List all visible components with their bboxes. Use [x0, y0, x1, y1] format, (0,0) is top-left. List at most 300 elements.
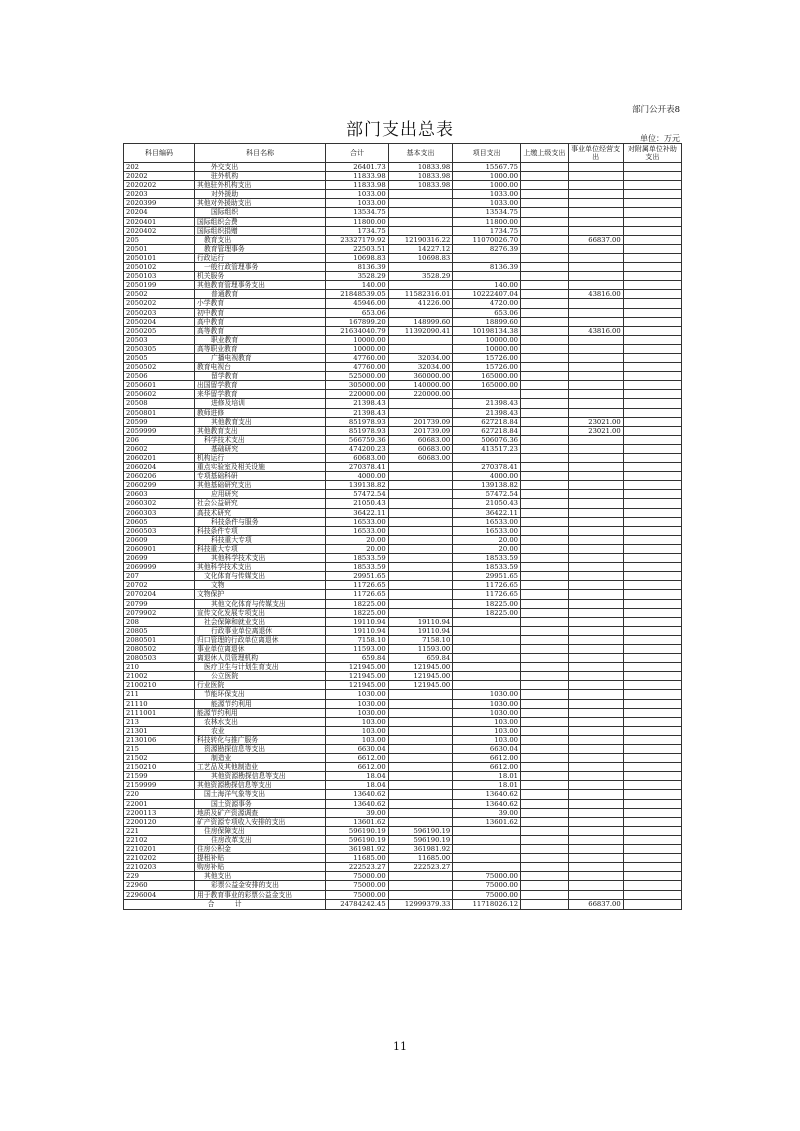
- cell-subsidy: [623, 654, 681, 663]
- cell-name: 农业: [194, 726, 325, 735]
- cell-upper: [521, 454, 569, 463]
- cell-subsidy: [623, 381, 681, 390]
- cell-name: 其他基础研究支出: [194, 481, 325, 490]
- cell-total: 26401.73: [326, 163, 388, 172]
- cell-basic: [388, 226, 453, 235]
- cell-subsidy: [623, 499, 681, 508]
- cell-total: 7158.10: [326, 635, 388, 644]
- cell-name: 普通教育: [194, 290, 325, 299]
- cell-upper: [521, 690, 569, 699]
- cell-business: [568, 181, 623, 190]
- cell-name: 购房补贴: [194, 863, 325, 872]
- table-row: [124, 363, 682, 372]
- cell-basic: [388, 554, 453, 563]
- cell-upper: [521, 508, 569, 517]
- cell-total: 10000.00: [326, 344, 388, 353]
- cell-subsidy: [623, 590, 681, 599]
- cell-project: 1734.75: [453, 226, 521, 235]
- cell-code: 20805: [124, 626, 195, 635]
- cell-code: 20204: [124, 208, 195, 217]
- cell-business: [568, 499, 623, 508]
- cell-business: [568, 826, 623, 835]
- cell-code: 20203: [124, 190, 195, 199]
- col-header-business: 事业单位经营支出: [568, 144, 623, 163]
- cell-name: 国土资源事务: [194, 799, 325, 808]
- cell-code: 2159999: [124, 781, 195, 790]
- cell-business: [568, 526, 623, 535]
- cell-upper: [521, 599, 569, 608]
- cell-project: 1033.00: [453, 190, 521, 199]
- cell-business: [568, 654, 623, 663]
- cell-total: 1033.00: [326, 199, 388, 208]
- table-body: [124, 163, 682, 910]
- cell-subsidy: [623, 172, 681, 181]
- table-row: [124, 508, 682, 517]
- cell-total: 121945.00: [326, 663, 388, 672]
- cell-upper: [521, 281, 569, 290]
- cell-code: 2080503: [124, 654, 195, 663]
- cell-name: 离退休人员管理机构: [194, 654, 325, 663]
- cell-code: 208: [124, 617, 195, 626]
- cell-subsidy: [623, 535, 681, 544]
- cell-name: 工艺品及其他制造业: [194, 763, 325, 772]
- cell-name: 宣传文化发展专项支出: [194, 608, 325, 617]
- cell-code: 2020399: [124, 199, 195, 208]
- cell-basic: [388, 490, 453, 499]
- table-row: [124, 244, 682, 253]
- cell-total: 270378.41: [326, 463, 388, 472]
- cell-code: 20506: [124, 372, 195, 381]
- cell-business: [568, 808, 623, 817]
- table-row: [124, 890, 682, 899]
- cell-total: 121945.00: [326, 681, 388, 690]
- cell-name: 行业医院: [194, 681, 325, 690]
- cell-business: [568, 244, 623, 253]
- table-row: [124, 208, 682, 217]
- table-row: [124, 845, 682, 854]
- cell-business: [568, 199, 623, 208]
- cell-total: 6612.00: [326, 754, 388, 763]
- table-row: [124, 863, 682, 872]
- cell-name: 能源节约利用: [194, 699, 325, 708]
- cell-subsidy: [623, 735, 681, 744]
- cell-business: [568, 317, 623, 326]
- table-row: [124, 290, 682, 299]
- cell-total: 20.00: [326, 544, 388, 553]
- cell-business: [568, 463, 623, 472]
- cell-basic: [388, 563, 453, 572]
- cell-business: [568, 681, 623, 690]
- cell-code: 2296004: [124, 890, 195, 899]
- cell-subsidy: [623, 781, 681, 790]
- cell-total: 11726.65: [326, 581, 388, 590]
- cell-name: 专项基础科研: [194, 472, 325, 481]
- table-row: [124, 663, 682, 672]
- cell-upper: [521, 863, 569, 872]
- cell-basic: 360000.00: [388, 372, 453, 381]
- cell-total: 1033.00: [326, 190, 388, 199]
- cell-basic: [388, 763, 453, 772]
- cell-name: 小学教育: [194, 299, 325, 308]
- table-row: [124, 617, 682, 626]
- cell-business: 23021.00: [568, 417, 623, 426]
- cell-business: [568, 817, 623, 826]
- cell-subsidy: [623, 835, 681, 844]
- col-header-project: 项目支出: [453, 144, 521, 163]
- cell-total: 220000.00: [326, 390, 388, 399]
- cell-subsidy: [623, 745, 681, 754]
- cell-code: 2020202: [124, 181, 195, 190]
- table-row: [124, 544, 682, 553]
- cell-code: 21002: [124, 672, 195, 681]
- table-row: [124, 372, 682, 381]
- col-header-code: 科目编码: [124, 144, 195, 163]
- cell-subsidy: [623, 717, 681, 726]
- cell-upper: [521, 845, 569, 854]
- cell-project: 20.00: [453, 535, 521, 544]
- cell-name: 能源节约利用: [194, 708, 325, 717]
- page-title: 部门支出总表: [346, 120, 454, 140]
- cell-project: 18225.00: [453, 608, 521, 617]
- cell-subsidy: [623, 199, 681, 208]
- table-row: [124, 554, 682, 563]
- cell-code: 2210201: [124, 845, 195, 854]
- cell-basic: [388, 463, 453, 472]
- cell-basic: 659.84: [388, 654, 453, 663]
- cell-name: 来华留学教育: [194, 390, 325, 399]
- table-row: [124, 654, 682, 663]
- cell-project: 75000.00: [453, 890, 521, 899]
- cell-total: 139138.82: [326, 481, 388, 490]
- cell-total: 19110.94: [326, 626, 388, 635]
- cell-basic: [388, 517, 453, 526]
- cell-basic: 361981.92: [388, 845, 453, 854]
- cell-code: 2111001: [124, 708, 195, 717]
- cell-upper: [521, 263, 569, 272]
- cell-code: 2050102: [124, 263, 195, 272]
- cell-upper: [521, 872, 569, 881]
- cell-business: [568, 863, 623, 872]
- cell-basic: [388, 717, 453, 726]
- cell-code: 2210203: [124, 863, 195, 872]
- cell-name: 其他教育支出: [194, 417, 325, 426]
- cell-business: [568, 845, 623, 854]
- cell-business: [568, 372, 623, 381]
- cell-upper: [521, 726, 569, 735]
- col-header-subsidy: 对附属单位补助支出: [623, 144, 681, 163]
- cell-upper: [521, 654, 569, 663]
- cell-project: 10222407.04: [453, 290, 521, 299]
- cell-business: [568, 335, 623, 344]
- cell-project: 10000.00: [453, 344, 521, 353]
- table-row: [124, 817, 682, 826]
- table-row: [124, 581, 682, 590]
- cell-basic: 3528.29: [388, 272, 453, 281]
- cell-project: 103.00: [453, 726, 521, 735]
- cell-name: 教育管理事务: [194, 244, 325, 253]
- cell-basic: [388, 690, 453, 699]
- cell-name: 农林水支出: [194, 717, 325, 726]
- cell-subsidy: [623, 826, 681, 835]
- cell-project: 15567.75: [453, 163, 521, 172]
- cell-basic: [388, 344, 453, 353]
- table-row: [124, 317, 682, 326]
- cell-name: 科技条件与服务: [194, 517, 325, 526]
- cell-subsidy: [623, 708, 681, 717]
- cell-code: 20503: [124, 335, 195, 344]
- table-row: [124, 163, 682, 172]
- table-row: [124, 835, 682, 844]
- cell-name: 其他教育支出: [194, 426, 325, 435]
- cell-upper: [521, 244, 569, 253]
- cell-total: 75000.00: [326, 881, 388, 890]
- cell-subsidy: [623, 626, 681, 635]
- cell-basic: 222523.27: [388, 863, 453, 872]
- cell-basic: 10698.83: [388, 253, 453, 262]
- cell-business: [568, 381, 623, 390]
- col-header-total: 合计: [326, 144, 388, 163]
- cell-subsidy: [623, 517, 681, 526]
- cell-basic: 11582316.01: [388, 290, 453, 299]
- cell-business: [568, 535, 623, 544]
- cell-subsidy: [623, 635, 681, 644]
- cell-code: 22960: [124, 881, 195, 890]
- cell-upper: [521, 308, 569, 317]
- cell-business: [568, 626, 623, 635]
- cell-business: [568, 799, 623, 808]
- cell-project: [453, 454, 521, 463]
- cell-business: [568, 599, 623, 608]
- cell-business: [568, 435, 623, 444]
- cell-total: 23327179.92: [326, 235, 388, 244]
- table-row: [124, 772, 682, 781]
- cell-project: 18899.60: [453, 317, 521, 326]
- cell-name: 高技术研究: [194, 508, 325, 517]
- cell-project: 18225.00: [453, 599, 521, 608]
- cell-total: 45946.00: [326, 299, 388, 308]
- cell-name: 社会保障和就业支出: [194, 617, 325, 626]
- cell-code: 213: [124, 717, 195, 726]
- cell-business: [568, 472, 623, 481]
- cell-name: 科技转化与推广服务: [194, 735, 325, 744]
- cell-project: 1033.00: [453, 199, 521, 208]
- cell-business: [568, 508, 623, 517]
- cell-name: 高等教育: [194, 326, 325, 335]
- cell-upper: [521, 572, 569, 581]
- cell-business: [568, 563, 623, 572]
- cell-name: 其他文化体育与传媒支出: [194, 599, 325, 608]
- cell-name: 应用研究: [194, 490, 325, 499]
- cell-project: 11726.65: [453, 590, 521, 599]
- cell-upper: [521, 290, 569, 299]
- cell-name: 外交支出: [194, 163, 325, 172]
- cell-business: [568, 854, 623, 863]
- cell-project: 6630.04: [453, 745, 521, 754]
- table-row: [124, 690, 682, 699]
- cell-name: 其他资源勘探信息等支出: [194, 772, 325, 781]
- cell-name: 资源勘探信息等支出: [194, 745, 325, 754]
- table-row: [124, 781, 682, 790]
- cell-basic: [388, 890, 453, 899]
- cell-subsidy: [623, 253, 681, 262]
- cell-project: 1030.00: [453, 699, 521, 708]
- table-row: [124, 426, 682, 435]
- cell-business: [568, 281, 623, 290]
- cell-code: 20599: [124, 417, 195, 426]
- cell-upper: [521, 499, 569, 508]
- cell-total: 18225.00: [326, 608, 388, 617]
- cell-basic: [388, 581, 453, 590]
- cell-business: [568, 690, 623, 699]
- cell-basic: [388, 472, 453, 481]
- col-header-name: 科目名称: [194, 144, 325, 163]
- cell-code: 2060299: [124, 481, 195, 490]
- cell-code: 2060206: [124, 472, 195, 481]
- cell-name: 行政运行: [194, 253, 325, 262]
- cell-total: 167899.20: [326, 317, 388, 326]
- table-row: [124, 335, 682, 344]
- table-row: [124, 726, 682, 735]
- cell-total: 525000.00: [326, 372, 388, 381]
- cell-name: 住房公积金: [194, 845, 325, 854]
- table-row: [124, 590, 682, 599]
- cell-name: 初中教育: [194, 308, 325, 317]
- cell-total: 18.04: [326, 781, 388, 790]
- cell-subsidy: [623, 763, 681, 772]
- cell-total: 21050.43: [326, 499, 388, 508]
- cell-project: 8136.39: [453, 263, 521, 272]
- cell-basic: 201739.09: [388, 426, 453, 435]
- cell-code: 211: [124, 690, 195, 699]
- cell-business: [568, 772, 623, 781]
- cell-basic: [388, 772, 453, 781]
- cell-upper: [521, 563, 569, 572]
- cell-code: 21502: [124, 754, 195, 763]
- cell-name: 行政事业单位离退休: [194, 626, 325, 635]
- cell-subsidy: [623, 417, 681, 426]
- cell-business: [568, 699, 623, 708]
- cell-subsidy: [623, 599, 681, 608]
- cell-upper: [521, 444, 569, 453]
- cell-name: 其他科学技术支出: [194, 563, 325, 572]
- cell-project: 18533.59: [453, 554, 521, 563]
- cell-subsidy: [623, 754, 681, 763]
- cell-name: 国际组织: [194, 208, 325, 217]
- cell-name: 一般行政管理事务: [194, 263, 325, 272]
- cell-upper: [521, 817, 569, 826]
- cell-total: 1030.00: [326, 690, 388, 699]
- cell-code: 2200113: [124, 808, 195, 817]
- cell-business: [568, 835, 623, 844]
- cell-code: 2060303: [124, 508, 195, 517]
- cell-subsidy: [623, 226, 681, 235]
- cell-basic: [388, 408, 453, 417]
- cell-project: 10198134.38: [453, 326, 521, 335]
- cell-subsidy: [623, 808, 681, 817]
- cell-total: 16533.00: [326, 526, 388, 535]
- total-label: 合 计: [124, 899, 326, 909]
- cell-business: [568, 163, 623, 172]
- cell-total: 6612.00: [326, 763, 388, 772]
- cell-total: 1030.00: [326, 699, 388, 708]
- cell-name: 教育支出: [194, 235, 325, 244]
- cell-business: [568, 363, 623, 372]
- cell-upper: [521, 208, 569, 217]
- cell-upper: [521, 526, 569, 535]
- cell-subsidy: [623, 845, 681, 854]
- cell-total: 361981.92: [326, 845, 388, 854]
- cell-total: 13640.62: [326, 790, 388, 799]
- cell-project: 13640.62: [453, 790, 521, 799]
- cell-code: 20505: [124, 353, 195, 362]
- cell-project: 6612.00: [453, 763, 521, 772]
- cell-name: 其他支出: [194, 872, 325, 881]
- total-row: [124, 899, 682, 909]
- cell-basic: 41226.00: [388, 299, 453, 308]
- cell-business: [568, 554, 623, 563]
- cell-subsidy: [623, 481, 681, 490]
- cell-total: 10000.00: [326, 335, 388, 344]
- cell-code: 2020402: [124, 226, 195, 235]
- cell-basic: [388, 735, 453, 744]
- cell-code: 2050305: [124, 344, 195, 353]
- cell-basic: [388, 608, 453, 617]
- cell-basic: 148999.60: [388, 317, 453, 326]
- cell-basic: 32034.00: [388, 353, 453, 362]
- cell-project: 1000.00: [453, 172, 521, 181]
- cell-project: 75000.00: [453, 881, 521, 890]
- cell-upper: [521, 608, 569, 617]
- table-row: [124, 172, 682, 181]
- cell-total: 11593.00: [326, 644, 388, 653]
- table-row: [124, 626, 682, 635]
- cell-project: 11070026.70: [453, 235, 521, 244]
- cell-upper: [521, 326, 569, 335]
- cell-name: 驻外机构: [194, 172, 325, 181]
- cell-project: 103.00: [453, 717, 521, 726]
- cell-basic: [388, 199, 453, 208]
- cell-upper: [521, 181, 569, 190]
- cell-business: [568, 745, 623, 754]
- cell-total: 10698.83: [326, 253, 388, 262]
- cell-business: [568, 590, 623, 599]
- cell-code: 2060901: [124, 544, 195, 553]
- cell-project: 627218.84: [453, 417, 521, 426]
- cell-business: [568, 444, 623, 453]
- cell-project: [453, 835, 521, 844]
- cell-name: 文物保护: [194, 590, 325, 599]
- cell-upper: [521, 490, 569, 499]
- cell-business: [568, 635, 623, 644]
- cell-subsidy: [623, 526, 681, 535]
- cell-name: 事业单位离退休: [194, 644, 325, 653]
- table-row: [124, 435, 682, 444]
- cell-business: [568, 454, 623, 463]
- cell-basic: 121945.00: [388, 681, 453, 690]
- cell-total: 566759.36: [326, 435, 388, 444]
- cell-basic: [388, 335, 453, 344]
- cell-name: 科技重大专项: [194, 544, 325, 553]
- cell-business: [568, 299, 623, 308]
- cell-project: [453, 272, 521, 281]
- cell-total: 36422.11: [326, 508, 388, 517]
- cell-name: 科学技术支出: [194, 435, 325, 444]
- cell-subsidy: [623, 472, 681, 481]
- cell-basic: [388, 599, 453, 608]
- cell-upper: [521, 772, 569, 781]
- cell-business: [568, 708, 623, 717]
- cell-business: [568, 890, 623, 899]
